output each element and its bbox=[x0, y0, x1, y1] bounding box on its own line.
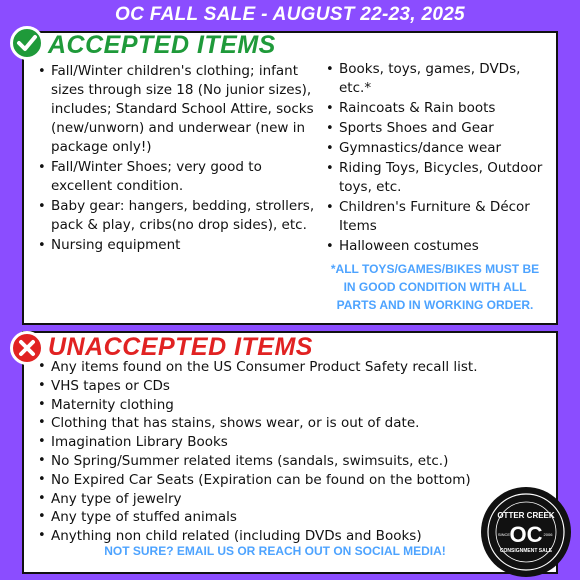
logo-initials: OC bbox=[509, 522, 543, 547]
list-item: • Any type of stuffed animals bbox=[36, 508, 506, 527]
unaccepted-list bbox=[36, 358, 506, 546]
list-item: • Baby gear: hangers, bedding, strollers, pack & play, cribs(no drop sides), etc. bbox=[36, 197, 324, 235]
accepted-condition-note: *ALL TOYS/GAMES/BIKES MUST BE IN GOOD CONDITION WITH ALL PARTS AND IN WORKING ORDER. bbox=[330, 262, 540, 312]
unaccepted-heading: UNACCEPTED ITEMS bbox=[48, 333, 313, 361]
list-item: • Any type of jewelry bbox=[36, 490, 506, 509]
list-item: • Anything non child related (including DVDs and Books) bbox=[36, 527, 506, 546]
accepted-list-left bbox=[36, 62, 324, 256]
list-item: • No Spring/Summer related items (sandals, swimsuits, etc.) bbox=[36, 452, 506, 471]
accepted-heading: ACCEPTED ITEMS bbox=[48, 31, 276, 59]
otter-creek-logo bbox=[480, 486, 572, 578]
list-item: • Nursing equipment bbox=[36, 236, 324, 255]
list-item: • Sports Shoes and Gear bbox=[324, 119, 544, 138]
accepted-list-right bbox=[324, 60, 544, 257]
list-item: • Fall/Winter Shoes; very good to excellent condition. bbox=[36, 158, 324, 196]
logo-subtitle: CONSIGNMENT SALE bbox=[499, 548, 553, 554]
list-item: • Books, toys, games, DVDs, etc.* bbox=[324, 60, 544, 98]
list-item: • Halloween costumes bbox=[324, 237, 544, 256]
list-item: • Clothing that has stains, shows wear, or is out of date. bbox=[36, 414, 506, 433]
list-item: • Children's Furniture & Décor Items bbox=[324, 198, 544, 236]
logo-year: 2006 bbox=[543, 532, 553, 537]
list-item: • Imagination Library Books bbox=[36, 433, 506, 452]
sale-title: OC FALL SALE - AUGUST 22-23, 2025 bbox=[115, 4, 465, 25]
list-item: • Riding Toys, Bicycles, Outdoor toys, etc. bbox=[324, 159, 544, 197]
list-item: • Raincoats & Rain boots bbox=[324, 99, 544, 118]
list-item: • No Expired Car Seats (Expiration can be found on the bottom) bbox=[36, 471, 506, 490]
logo-name: OTTER CREEK bbox=[497, 511, 555, 520]
logo-since: SINCE bbox=[497, 532, 511, 537]
check-circle-icon bbox=[10, 26, 44, 60]
list-item: • Any items found on the US Consumer Product Safety recall list. bbox=[36, 358, 506, 377]
list-item: • Fall/Winter children's clothing; infant sizes through size 18 (No junior sizes), includes; Standard School Attire, socks (new/unworn) and underwear (new in package only!) bbox=[36, 62, 324, 157]
list-item: • VHS tapes or CDs bbox=[36, 377, 506, 396]
list-item: • Gymnastics/dance wear bbox=[324, 139, 544, 158]
contact-note: NOT SURE? EMAIL US OR REACH OUT ON SOCIAL MEDIA! bbox=[104, 544, 446, 558]
list-item: • Maternity clothing bbox=[36, 396, 506, 415]
